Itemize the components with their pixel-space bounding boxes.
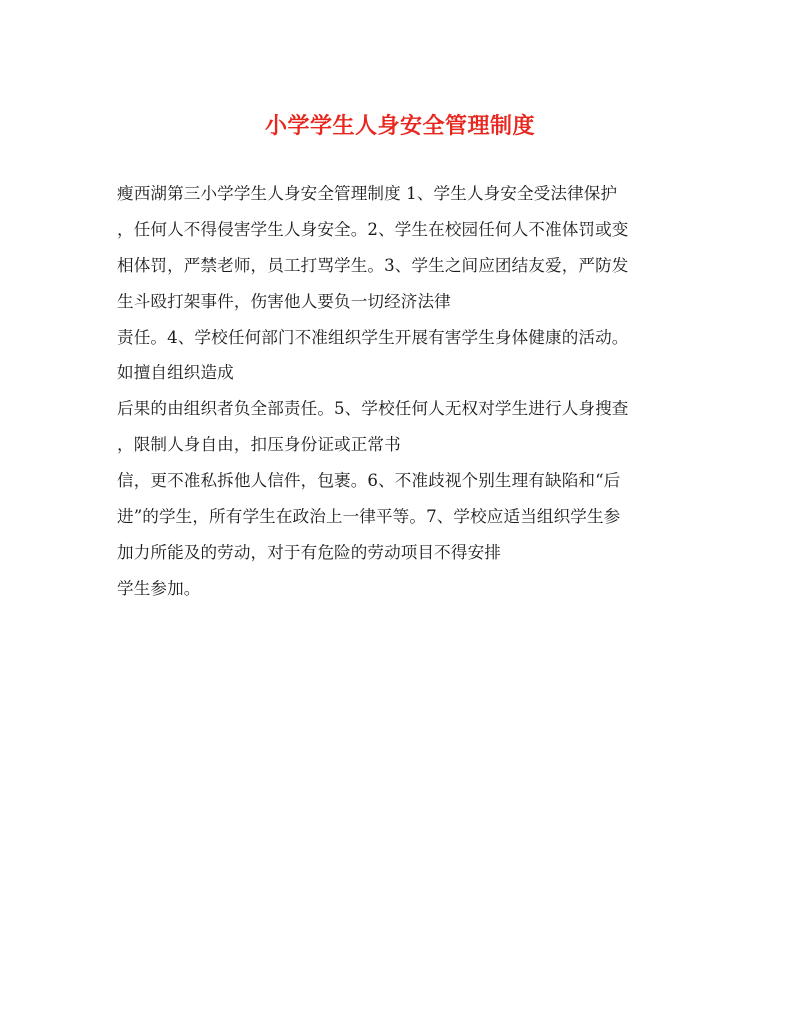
body-line: 责任。4、学校任何部门不准组织学生开展有害学生身体健康的活动。 bbox=[117, 327, 629, 347]
body-line: ，任何人不得侵害学生人身安全。2、学生在校园任何人不准体罚或变 bbox=[117, 219, 629, 239]
body-line: 学生参加。 bbox=[117, 578, 201, 598]
body-line: ，限制人身自由，扣压身份证或正常书 bbox=[117, 435, 401, 455]
body-line: 加力所能及的劳动，对于有危险的劳动项目不得安排 bbox=[117, 542, 501, 562]
document-body bbox=[117, 176, 687, 607]
body-line: 瘦西湖第三小学学生人身安全管理制度 1、学生人身安全受法律保护 bbox=[117, 184, 618, 203]
body-line: 信，更不准私拆他人信件，包裹。6、不准歧视个别生理有缺陷和“后 bbox=[117, 471, 621, 491]
body-line: 后果的由组织者负全部责任。5、学校任何人无权对学生进行人身搜查 bbox=[117, 399, 629, 419]
body-line: 生斗殴打架事件，伤害他人要负一切经济法律 bbox=[117, 291, 451, 311]
document-title: 小学学生人身安全管理制度 bbox=[264, 113, 535, 139]
body-line: 进”的学生，所有学生在政治上一律平等。7、学校应适当组织学生参 bbox=[117, 507, 621, 527]
body-line: 相体罚，严禁老师，员工打骂学生。3、学生之间应团结友爱，严防发 bbox=[117, 255, 629, 275]
body-line: 如擅自组织造成 bbox=[117, 363, 234, 383]
